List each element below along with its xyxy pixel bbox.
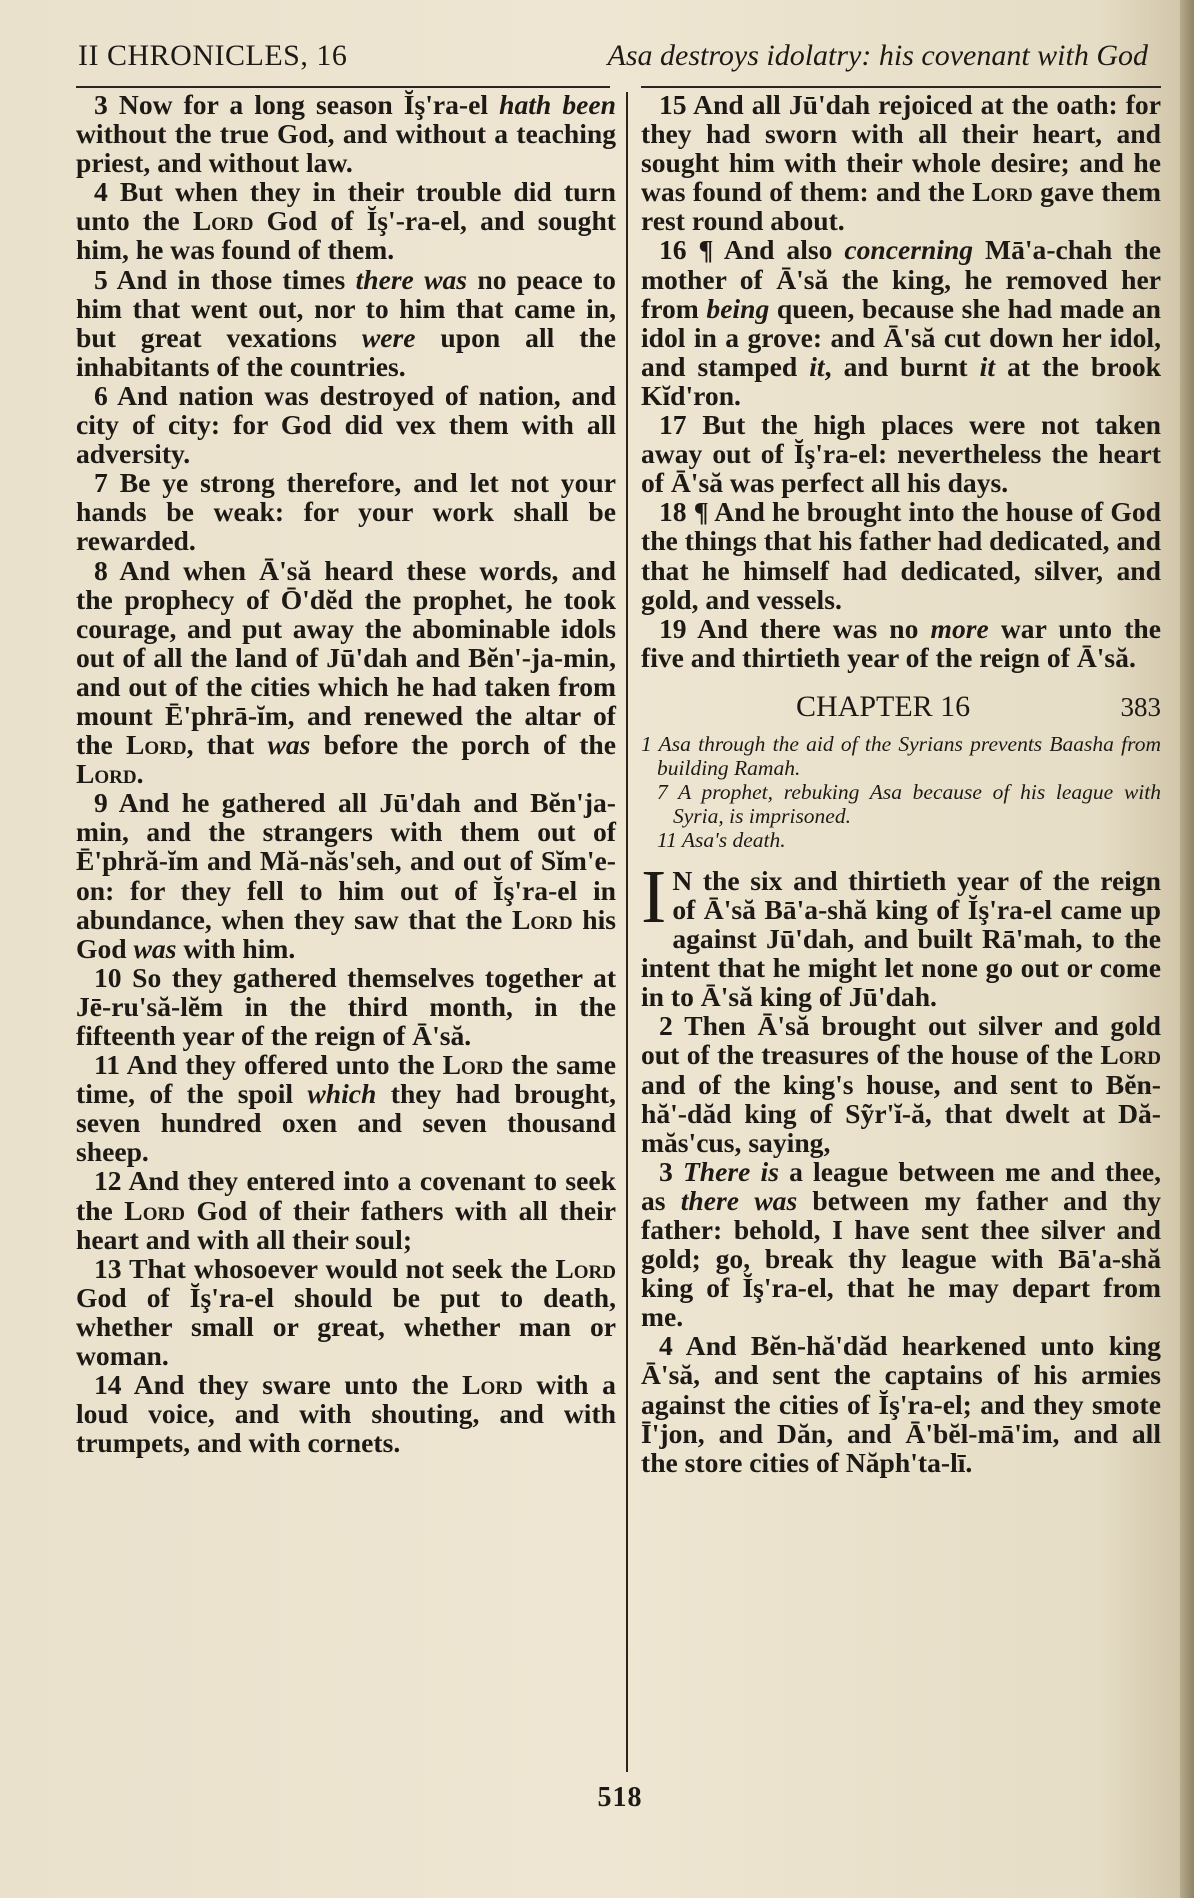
verse-text: before the porch of the: [310, 729, 617, 761]
verse-number: 17: [659, 409, 703, 441]
verse-number: 4: [659, 1330, 686, 1362]
verse-number: 8: [94, 554, 120, 586]
verse: [76, 177, 616, 264]
verse-number: 15: [659, 89, 694, 120]
verse-text: his God: [76, 903, 616, 964]
verse-number: 13: [94, 1252, 130, 1284]
italic-word: were: [361, 321, 416, 353]
verse-number: 2: [659, 1010, 685, 1042]
italic-word: being: [706, 292, 770, 324]
small-caps-word: Lord: [124, 1194, 185, 1226]
verse-text: And in those times: [116, 263, 356, 295]
summary-line: 11 Asa's death.: [657, 827, 786, 852]
verse-text: .: [136, 758, 144, 790]
verse-text: And they entered into a covenant to seek the: [76, 1165, 616, 1226]
header-rule-right: [641, 86, 1161, 88]
small-caps-word: Lord: [462, 1369, 523, 1401]
verse-text: God of their fathers with all their heart and with all their soul;: [76, 1194, 616, 1255]
verse-text: But the high places were not taken away out of Ĭş'ra-el: nevertheless the heart of Ā'să was perfect all his days.: [641, 409, 1161, 499]
summary-line: 7 A prophet, rebuking Asa because of his league with Syria, is imprisoned.: [657, 779, 1161, 828]
page-topic: Asa destroys idolatry: his covenant with God: [607, 39, 1148, 72]
verse-number: 14: [94, 1369, 134, 1401]
verse-text: between my father and thy father: behold, I have sent thee silver and gold; go, break thy league with Bā'a-shă king of Ĭş'ra-el, that he may depart from me.: [641, 1184, 1161, 1333]
verse-text: war unto the five and thirtieth year of the reign of Ā'să.: [641, 612, 1161, 673]
verse-text: And nation was destroyed of nation, and city of city: for God did vex them with all adversity.: [76, 379, 616, 470]
verse: [76, 265, 616, 381]
verse: [641, 1157, 1161, 1332]
verse-text: they had brought, seven hundred oxen and seven thousand sheep.: [76, 1078, 616, 1168]
verse-text: God of Ĭş'-ra-el, and sought him, he was found of them.: [76, 205, 616, 266]
verse-text: a league between me and thee, as: [641, 1155, 1161, 1216]
verse-number: 18 ¶: [659, 496, 715, 528]
verse: [76, 90, 616, 177]
chapter-page-ref: 383: [1120, 691, 1161, 722]
italic-word: it: [979, 350, 996, 382]
verse-text: And they offered unto the: [126, 1049, 443, 1081]
verse: [641, 1331, 1161, 1476]
verse-number: 3: [94, 89, 119, 120]
page-number: 518: [597, 1782, 643, 1813]
small-caps-word: Lord: [972, 176, 1033, 208]
column-divider: [626, 92, 628, 1772]
verse-text: Mā'a-chah the mother of Ā'să the king, he removed her from: [641, 234, 1161, 324]
verse: [76, 1254, 616, 1370]
verse-text: queen, because she had made an idol in a grove: and Ā'să cut down her idol, and stamped: [641, 292, 1161, 382]
verse-text: Be ye strong therefore, and let not your hands be weak: for your work shall be rewarded.: [76, 467, 616, 557]
italic-word: which: [307, 1078, 377, 1110]
small-caps-word: Lord: [1100, 1039, 1161, 1071]
right-column: [641, 90, 1161, 1477]
verse-number: 9: [94, 787, 119, 819]
book-chapter-title: II CHRONICLES, 16: [78, 39, 348, 72]
italic-word: it: [809, 350, 825, 382]
italic-word: more: [930, 612, 989, 644]
verse-text: Then Ā'să brought out silver and gold out of the treasures of the house of the: [641, 1010, 1161, 1071]
verse: [76, 963, 616, 1050]
verse-number: 10: [94, 961, 133, 993]
verse-text: And he gathered all Jū'dah and Bĕn'ja-min, and the strangers with them out of Ē'phră-ĭm and Mă-năs'seh, and out of Sĭm'e-on: for they fell to him out of Ĭş'ra-el in abundance, when they saw that the: [76, 787, 616, 935]
verse-number: 19: [659, 612, 698, 644]
verse: [76, 556, 616, 789]
italic-word: There is: [682, 1155, 779, 1187]
verse-text: no peace to him that went out, nor to him that came in, but great vexations: [76, 263, 616, 353]
chapter-summary: [641, 732, 1161, 852]
running-header: [78, 34, 1148, 78]
verse-number: 3: [659, 1155, 683, 1187]
verse-number: 11: [94, 1049, 127, 1081]
verse-text: with him.: [176, 932, 296, 964]
verse: [76, 788, 616, 963]
verse-text: And he brought into the house of God the things that his father had dedicated, and that he himself had dedicated, silver, and gold, and vessels.: [641, 496, 1161, 615]
page-edge: [1180, 0, 1194, 1898]
chapter-heading: [641, 686, 1161, 728]
verse-text: And they sware unto the: [133, 1369, 463, 1401]
right-verses-before: [641, 90, 1161, 672]
verse: [641, 235, 1161, 410]
italic-word: hath been: [499, 89, 616, 120]
verse-text: And all Jū'dah rejoiced at the oath: for they had sworn with all their heart, and sought him with their whole desire; and he was found of them: and the: [641, 89, 1161, 208]
small-caps-word: Lord: [555, 1252, 616, 1284]
verse-text: the same time, of the spoil: [76, 1049, 616, 1110]
verse-text: , and burnt: [824, 350, 980, 382]
verse-1: [641, 854, 1161, 1013]
verse: [76, 381, 616, 468]
verse-text: And there was no: [697, 612, 931, 644]
verse: [641, 614, 1161, 672]
verse-number: 12: [94, 1165, 129, 1197]
verse-text: God of Ĭş'ra-el should be put to death, whether small or great, whether man or woman.: [76, 1281, 616, 1372]
verse-text: That whosoever would not seek the: [129, 1252, 556, 1284]
verse-text: So they gathered themselves together at Jē-ru'să-lĕm in the third month, in the fifteenth year of the reign of Ā'să.: [76, 961, 617, 1051]
verse-text: , that: [186, 729, 268, 761]
verse: [641, 90, 1161, 235]
right-verses-after: [641, 1011, 1161, 1477]
drop-cap: I: [641, 854, 667, 939]
verse-number: 5: [94, 263, 117, 295]
verse-text: upon all the inhabitants of the countries.: [76, 321, 616, 382]
left-column: [76, 90, 616, 1457]
verse: [641, 497, 1161, 613]
header-rule-left: [76, 86, 610, 88]
verse-text: Now for a long season Ĭş'ra-el: [118, 89, 500, 120]
verse-text: and of the king's house, and sent to Bĕn-hă'-dăd king of Sỹr'ĭ-ă, that dwelt at Dă-măs'cus, saying,: [641, 1068, 1161, 1158]
verse-text: at the brook Kĭd'ron.: [641, 350, 1162, 411]
italic-word: was: [133, 932, 177, 964]
italic-word: was: [267, 729, 311, 761]
verse-text: gave them rest round about.: [641, 176, 1161, 237]
italic-word: there was: [680, 1184, 798, 1216]
verse: [641, 410, 1161, 497]
small-caps-word: Lord: [511, 903, 573, 935]
verse-text: And also: [723, 234, 845, 266]
verse-number: 6: [94, 379, 118, 411]
italic-word: concerning: [844, 234, 974, 266]
small-caps-word: Lord: [192, 205, 254, 237]
italic-word: there was: [355, 263, 468, 295]
verse-1-text: N the six and thirtieth year of the reign of Ā'să Bā'a-shă king of Ĭş'ra-el came up against Jū'dah, and built Rā'mah, to the intent that he might let none go out or come in to Ā'să king of Jū'dah.: [641, 864, 1161, 1013]
verse-number: 7: [94, 467, 120, 499]
verse: [76, 1166, 616, 1253]
verse-number: 16 ¶: [659, 234, 724, 266]
verse: [641, 1011, 1161, 1156]
verse-text: But when they in their trouble did turn unto the: [76, 176, 617, 237]
chapter-title: CHAPTER 16: [796, 689, 971, 723]
verse: [76, 468, 616, 555]
small-caps-word: Lord: [442, 1049, 504, 1081]
small-caps-word: Lord: [125, 729, 187, 761]
verse-text: with a loud voice, and with shouting, and with trumpets, and with cornets.: [76, 1369, 616, 1459]
verse-number: 4: [94, 176, 120, 208]
verse: [76, 1050, 616, 1166]
small-caps-word: Lord: [76, 758, 137, 790]
verse-text: And Bĕn-hă'dăd hearkened unto king Ā'să, and sent the captains of his armies against the cities of Ĭş'ra-el; and they smote Ī'jon, and Dăn, and Ā'bĕl-mā'im, and all the store cities of Năph'ta-lī.: [641, 1330, 1161, 1478]
verse: [76, 1370, 616, 1457]
verse-text: And when Ā'să heard these words, and the prophecy of Ō'dĕd the prophet, he took courage, and put away the abominable idols out of all the land of Jū'dah and Bĕn'-ja-min, and out of the cities which he had taken from mount Ē'phrā-ĭm, and renewed the altar of the: [76, 554, 616, 761]
verse-text: without the true God, and without a teaching priest, and without law.: [76, 118, 616, 179]
summary-line: 1 Asa through the aid of the Syrians prevents Baasha from building Ramah.: [641, 731, 1161, 780]
